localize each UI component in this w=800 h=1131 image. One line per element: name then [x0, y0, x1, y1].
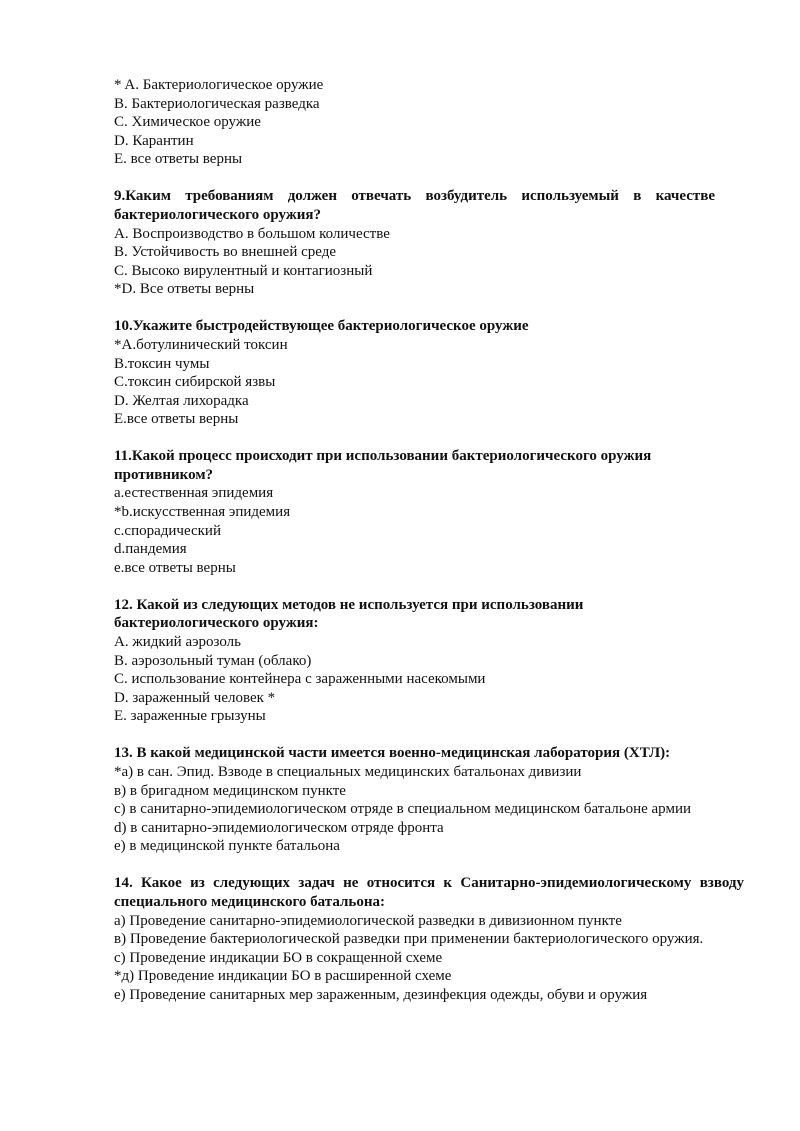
q14-option-e: е) Проведение санитарных мер зараженным, дезинфекция одежды, обуви и оружия [114, 986, 648, 1003]
q12-title-line-1: 12. Какой из следующих методов не используется при использовании [114, 596, 584, 613]
q12-title-line-2: бактериологического оружия: [114, 615, 319, 632]
q8-option-b: B. Бактериологическая разведка [114, 95, 320, 112]
q14-option-c: с) Проведение индикации БО в сокращенной схеме [114, 949, 443, 966]
q14-option-d: *д) Проведение индикации БО в расширенной схеме [114, 968, 452, 985]
question-9-block [114, 187, 744, 299]
q13-option-e: е) в медицинской пункте батальона [114, 838, 340, 855]
q13-option-b: в) в бригадном медицинском пункте [114, 782, 346, 799]
q9-option-a: A. Воспроизводство в большом количестве [114, 225, 390, 242]
q12-option-e: E. зараженные грызуны [114, 708, 266, 725]
q11-title-line-1: 11.Какой процесс происходит при использовании бактериологического оружия [114, 448, 652, 465]
q9-option-b: B. Устойчивость во внешней среде [114, 244, 337, 261]
q10-option-e: E.все ответы верны [114, 411, 239, 428]
q11-title-line-2: противником? [114, 466, 214, 483]
question-8-block [114, 76, 744, 169]
document-page [114, 76, 744, 1023]
q13-option-d: d) в санитарно-эпидемиологическом отряде фронта [114, 819, 444, 836]
q12-option-c: C. использование контейнера с зараженными насекомыми [114, 671, 486, 688]
q14-option-b: в) Проведение бактериологической разведки при применении бактериологического оружия. [114, 931, 704, 948]
q11-option-c: c.спорадический [114, 522, 221, 539]
question-10-block [114, 317, 744, 429]
q12-option-b: B. аэрозольный туман (облако) [114, 652, 312, 669]
question-12-block [114, 596, 744, 726]
q8-option-c: C. Химическое оружие [114, 114, 261, 131]
q13-option-a: *а) в сан. Эпид. Взводе в специальных медицинских батальонах дивизии [114, 763, 582, 780]
question-14-block [114, 874, 744, 1004]
q9-option-d: *D. Все ответы верны [114, 281, 255, 298]
q8-option-d: D. Карантин [114, 132, 194, 149]
q9-option-c: C. Высоко вирулентный и контагиозный [114, 262, 373, 279]
q13-title: 13. В какой медицинской части имеется военно-медицинская лаборатория (ХТЛ): [114, 745, 671, 762]
q10-title: 10.Укажите быстродействующее бактериологическое оружие [114, 318, 529, 335]
q13-option-c: с) в санитарно-эпидемиологическом отряде в специальном медицинском батальоне армии [114, 801, 692, 818]
q14-option-a: а) Проведение санитарно-эпидемиологической разведки в дивизионном пункте [114, 912, 622, 929]
q11-option-a: a.естественная эпидемия [114, 485, 274, 502]
q11-option-d: d.пандемия [114, 541, 187, 558]
q11-option-e: e.все ответы верны [114, 559, 236, 576]
q10-option-a: *A.ботулинический токсин [114, 336, 288, 353]
q9-title: 9.Каким требованиям должен отвечать возбудитель используемый в качестве бактериологического оружия? [114, 188, 715, 223]
q14-title: 14. Какое из следующих задач не относится к Санитарно-эпидемиологическому взводу специального медицинского батальона: [114, 875, 744, 910]
q10-option-b: B.токсин чумы [114, 355, 210, 372]
q10-option-c: C.токсин сибирской язвы [114, 374, 276, 391]
q8-option-e: E. все ответы верны [114, 151, 243, 168]
q11-option-b: *b.искусственная эпидемия [114, 504, 291, 521]
question-11-block [114, 447, 744, 577]
q12-option-a: A. жидкий аэрозоль [114, 634, 242, 650]
q8-option-a: * A. Бактериологическое оружие [114, 77, 324, 93]
question-13-block [114, 744, 744, 856]
q10-option-d: D. Желтая лихорадка [114, 392, 249, 409]
q12-option-d: D. зараженный человек * [114, 689, 276, 706]
